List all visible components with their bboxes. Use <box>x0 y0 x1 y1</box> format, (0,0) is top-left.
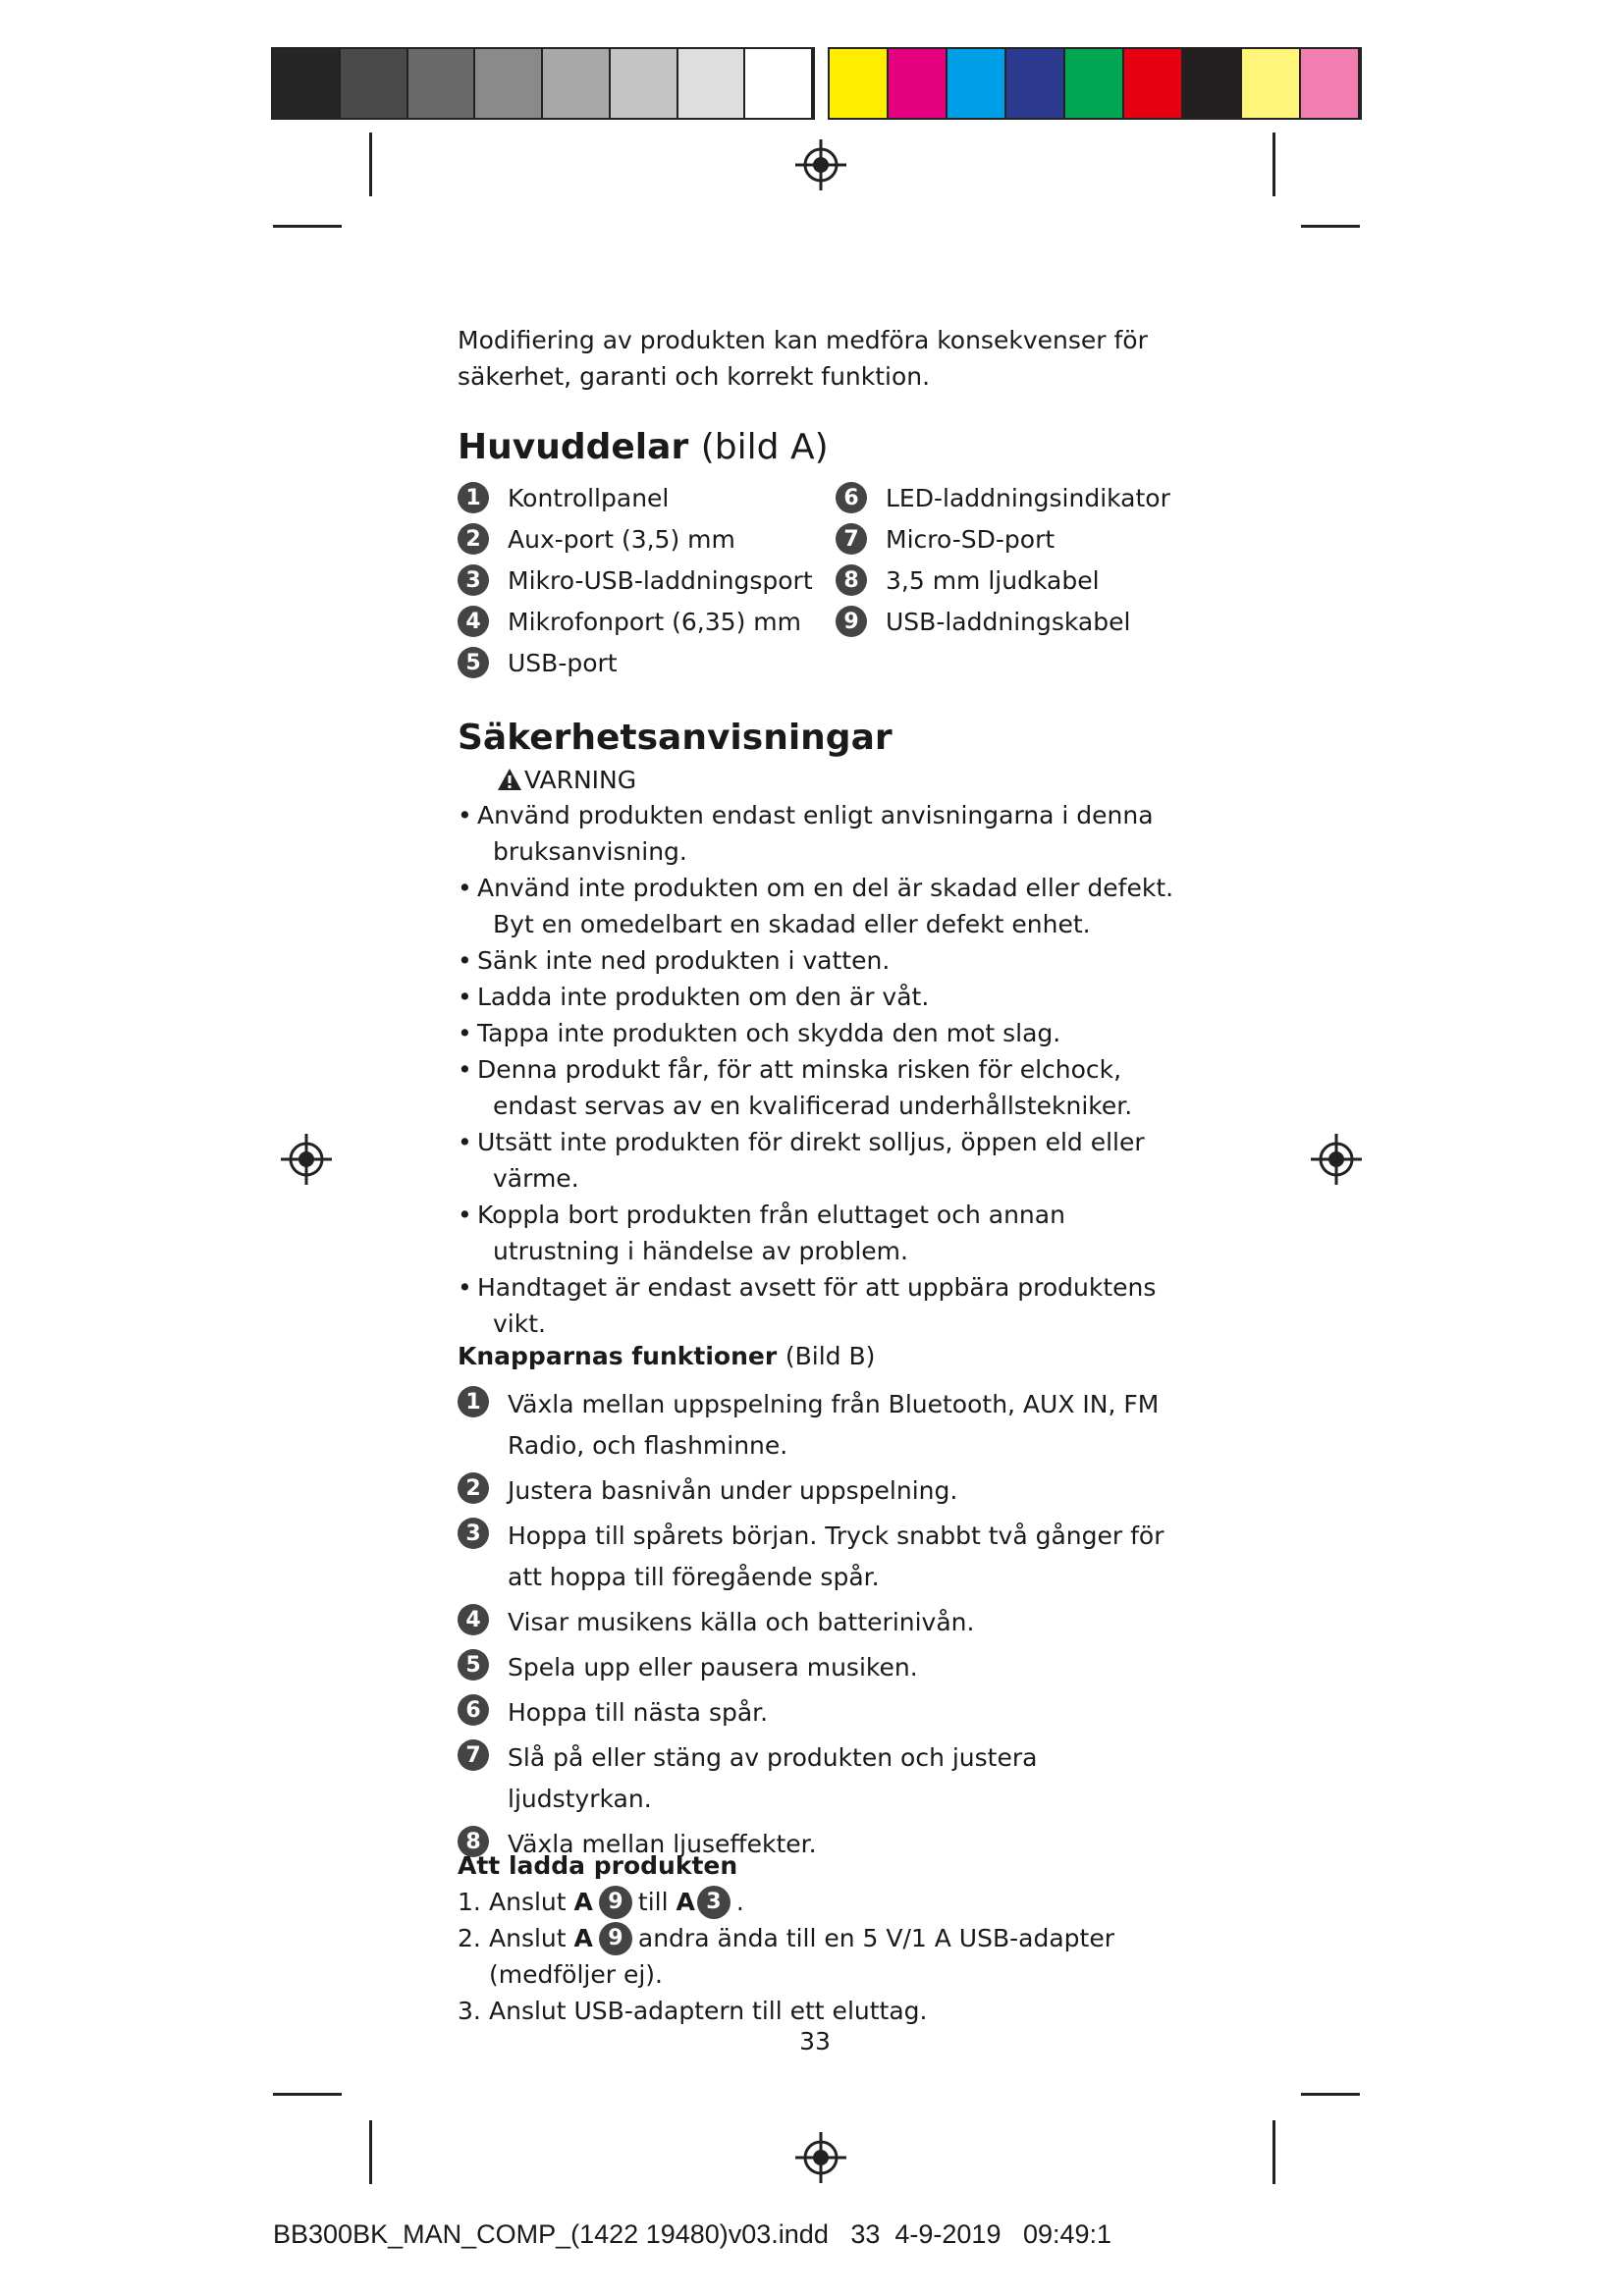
registration-mark-icon <box>279 1132 334 1187</box>
number-badge-icon: 6 <box>458 1694 489 1726</box>
crop-mark <box>1301 2093 1360 2096</box>
number-badge-icon: 7 <box>458 1739 489 1771</box>
color-swatch <box>830 49 889 118</box>
charging-step-continuation <box>458 1956 1184 1993</box>
function-text: Hoppa till nästa spår. <box>508 1698 769 1727</box>
crop-mark <box>369 133 372 196</box>
number-badge-icon: 5 <box>458 1649 489 1681</box>
step-number: 2. <box>458 1924 481 1952</box>
registration-mark-icon <box>793 137 848 192</box>
function-item <box>458 1516 1184 1598</box>
number-badge-icon: 5 <box>458 647 489 678</box>
crop-mark <box>273 225 342 228</box>
charging-step <box>458 1993 1184 2029</box>
part-item <box>458 603 836 640</box>
button-functions-section <box>458 1338 1184 1869</box>
function-text: Slå på eller stäng av produkten och justera ljudstyrkan. <box>508 1743 1038 1813</box>
warning-label <box>497 762 1184 797</box>
part-label: Aux-port (3,5) mm <box>508 524 735 554</box>
parts-heading <box>458 424 1184 471</box>
part-label: LED-laddningsindikator <box>886 483 1170 512</box>
part-label: Mikrofonport (6,35) mm <box>508 607 801 636</box>
button-functions-list <box>458 1384 1184 1865</box>
part-item <box>836 603 1184 640</box>
part-label: Micro-SD-port <box>886 524 1056 554</box>
part-label: USB-laddningskabel <box>886 607 1131 636</box>
safety-item: • Sänk inte ned produkten i vatten. <box>458 942 1184 979</box>
button-functions-title: Knapparnas funktioner <box>458 1342 778 1370</box>
safety-section <box>458 715 1184 1342</box>
warning-triangle-icon <box>497 768 522 791</box>
step-end: . <box>735 1888 744 1916</box>
safety-item: • Handtaget är endast avsett för att uppbära produktens vikt. <box>458 1269 1184 1342</box>
safety-item: • Använd inte produkten om en del är skadad eller defekt. Byt en omedelbart en skadad eller defekt enhet. <box>458 870 1184 942</box>
color-swatch <box>1242 49 1301 118</box>
grey-swatch <box>543 49 611 118</box>
crop-mark <box>1301 225 1360 228</box>
part-label: USB-port <box>508 648 618 677</box>
step-text: Anslut USB-adaptern till ett eluttag. <box>489 1997 928 2025</box>
step-text: till <box>637 1888 669 1916</box>
color-swatch <box>947 49 1006 118</box>
grey-swatch <box>745 49 813 118</box>
number-badge-icon: 9 <box>836 606 867 637</box>
number-badge-icon: 2 <box>458 1472 489 1504</box>
number-badge-icon: 3 <box>458 1518 489 1549</box>
safety-item: • Koppla bort produkten från eluttaget och annan utrustning i händelse av problem. <box>458 1197 1184 1269</box>
number-badge-icon: 7 <box>836 523 867 555</box>
number-badge-icon: 9 <box>599 1922 632 1955</box>
page-number: 33 <box>799 2027 831 2056</box>
grey-swatch <box>408 49 476 118</box>
intro-line: säkerhet, garanti och korrekt funktion. <box>458 362 931 391</box>
button-functions-heading <box>458 1338 1184 1374</box>
part-item <box>458 520 836 558</box>
step-number: 1. <box>458 1888 481 1916</box>
function-item <box>458 1470 1184 1512</box>
crop-mark <box>1272 2120 1275 2184</box>
part-item <box>836 520 1184 558</box>
registration-mark-icon <box>793 2130 848 2185</box>
safety-item: • Ladda inte produkten om den är våt. <box>458 979 1184 1015</box>
function-text: Växla mellan ljuseffekter. <box>508 1830 817 1858</box>
step-text: andra ända till en 5 V/1 A USB-adapter <box>637 1924 1114 1952</box>
function-text: Växla mellan uppspelning från Bluetooth, AUX IN, FM Radio, och flashminne. <box>508 1390 1160 1460</box>
part-item <box>458 561 836 599</box>
function-item <box>458 1692 1184 1734</box>
grey-swatch <box>475 49 543 118</box>
number-badge-icon: 3 <box>458 564 489 596</box>
number-badge-icon: 9 <box>599 1886 632 1919</box>
safety-item: • Denna produkt får, för att minska risken för elchock, endast servas av en kvalificerad underhållstekniker. <box>458 1051 1184 1124</box>
part-label: 3,5 mm ljudkabel <box>886 565 1100 595</box>
number-badge-icon: 6 <box>836 482 867 513</box>
number-badge-icon: 1 <box>458 1386 489 1417</box>
color-swatch <box>1124 49 1183 118</box>
function-text: Hoppa till spårets början. Tryck snabbt två gånger för att hoppa till föregående spår. <box>508 1522 1164 1591</box>
color-swatch <box>1006 49 1065 118</box>
function-item <box>458 1384 1184 1467</box>
print-slug: BB300BK_MAN_COMP_(1422 19480)v03.indd 33 4-9-2019 09:49:1 <box>273 2219 1112 2249</box>
charging-step <box>458 1884 1184 1920</box>
function-text: Spela upp eller pausera musiken. <box>508 1653 918 1682</box>
number-badge-icon: 4 <box>458 1604 489 1635</box>
button-functions-subtitle: (Bild B) <box>785 1342 876 1370</box>
grey-calibration-bar <box>273 49 813 118</box>
part-label: Kontrollpanel <box>508 483 670 512</box>
figure-letter: A <box>676 1888 695 1916</box>
grey-swatch <box>341 49 408 118</box>
intro-line: Modifiering av produkten kan medföra konsekvenser för <box>458 326 1148 354</box>
color-swatch <box>1183 49 1242 118</box>
charging-step <box>458 1920 1184 1956</box>
figure-letter: A <box>573 1888 593 1916</box>
number-badge-icon: 8 <box>836 564 867 596</box>
intro-paragraph <box>458 322 1184 395</box>
number-badge-icon: 3 <box>697 1886 731 1919</box>
number-badge-icon: 8 <box>458 1826 489 1857</box>
grey-swatch <box>678 49 746 118</box>
parts-subtitle: (bild A) <box>700 427 829 467</box>
function-item <box>458 1647 1184 1688</box>
grey-swatch <box>611 49 678 118</box>
parts-list <box>458 479 1184 681</box>
charging-steps <box>458 1884 1184 2029</box>
warning-text: VARNING <box>524 765 637 794</box>
part-item <box>458 479 836 516</box>
function-text: Justera basnivån under uppspelning. <box>508 1476 958 1505</box>
part-item <box>836 561 1184 599</box>
color-calibration-bar <box>830 49 1360 118</box>
crop-mark <box>369 2120 372 2184</box>
safety-item: • Använd produkten endast enligt anvisningarna i denna bruksanvisning. <box>458 797 1184 870</box>
step-text: (medföljer ej). <box>489 1960 663 1989</box>
number-badge-icon: 2 <box>458 523 489 555</box>
crop-mark <box>1272 133 1275 196</box>
charging-heading: Att ladda produkten <box>458 1851 738 1880</box>
step-text: Anslut <box>489 1924 567 1952</box>
function-text: Visar musikens källa och batterinivån. <box>508 1608 975 1636</box>
safety-item: • Utsätt inte produkten för direkt solljus, öppen eld eller värme. <box>458 1124 1184 1197</box>
color-swatch <box>889 49 947 118</box>
part-label: Mikro-USB-laddningsport <box>508 565 813 595</box>
safety-item: • Tappa inte produkten och skydda den mot slag. <box>458 1015 1184 1051</box>
number-badge-icon: 4 <box>458 606 489 637</box>
function-item <box>458 1737 1184 1820</box>
charging-section <box>458 1847 1184 2029</box>
step-number: 3. <box>458 1997 481 2025</box>
figure-letter: A <box>573 1924 593 1952</box>
safety-heading: Säkerhetsanvisningar <box>458 718 893 758</box>
parts-section <box>458 424 1184 681</box>
safety-list <box>458 797 1184 1342</box>
number-badge-icon: 1 <box>458 482 489 513</box>
function-item <box>458 1602 1184 1643</box>
color-swatch <box>1301 49 1360 118</box>
part-item <box>836 479 1184 516</box>
color-swatch <box>1065 49 1124 118</box>
grey-swatch <box>273 49 341 118</box>
part-item <box>458 644 836 681</box>
step-text: Anslut <box>489 1888 567 1916</box>
parts-title: Huvuddelar <box>458 427 689 467</box>
crop-mark <box>273 2093 342 2096</box>
registration-mark-icon <box>1309 1132 1364 1187</box>
